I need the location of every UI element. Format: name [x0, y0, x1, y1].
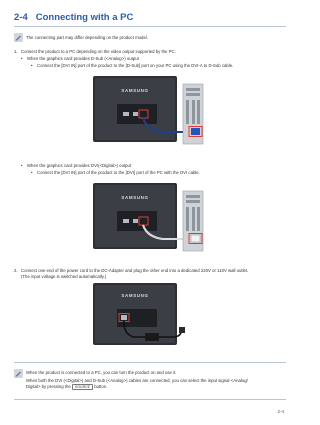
step-text-note: (The input voltage is switched automatically.) [21, 274, 107, 279]
step-text: Connect one end of the power cord to the DC-Adapter and plug the other end into a dedicated 220V or 110V wall outlet. [21, 268, 249, 273]
brand-logo: SAMSUNG [121, 293, 149, 298]
power-connection-figure [93, 283, 215, 351]
note-icon [14, 369, 23, 378]
section-heading [14, 12, 133, 23]
wall-plug [179, 327, 185, 333]
section-title: Connecting with a PC [35, 12, 134, 23]
note-text: When both the DVI (<Digital>) and D-Sub (<Analog>) cables are connected, you can select the input signal <Analog/ [26, 378, 248, 383]
note-text-line [26, 384, 107, 390]
dc-adapter [145, 333, 159, 341]
dsub-connection-figure [93, 74, 215, 156]
section-divider [14, 362, 286, 363]
step-number: 2. [14, 268, 18, 273]
brand-logo: SAMSUNG [121, 88, 149, 93]
sub-bullet-text: • Connect the [DVI IN] port of the product to the [D-Sub] port on your PC using the DVI-A to D-Sub cable. [37, 63, 233, 69]
step-number: 1. [14, 49, 18, 54]
note-text: The connecting part may differ depending on the product model. [26, 34, 148, 40]
note-icon [14, 33, 23, 42]
section-number: 2-4 [14, 12, 28, 23]
source-key-icon: SOURCE [72, 384, 93, 390]
dvi-connection-figure [93, 181, 215, 263]
footer-divider [14, 399, 286, 400]
bullet-text: • When the graphics card provides DVI(<Digital>) output [27, 163, 131, 169]
note-text: Digital> by pressing the [26, 384, 71, 390]
step-text: Connect the product to a PC depending on the video output supported by the PC. [21, 49, 176, 54]
brand-logo: SAMSUNG [121, 195, 149, 200]
heading-divider [14, 26, 286, 27]
note-text: button. [94, 384, 108, 390]
sub-bullet-text: • Connect the [DVI IN] port of the product to the [DVI] port of the PC with the DVI cable. [37, 170, 200, 176]
note-text: When the product is connected to a PC, you can turn the product on and use it. [26, 370, 177, 375]
page-number: 2-4 [277, 409, 284, 414]
bullet-text: • When the graphics card provides D-Sub (<Analog>) output [27, 56, 139, 62]
